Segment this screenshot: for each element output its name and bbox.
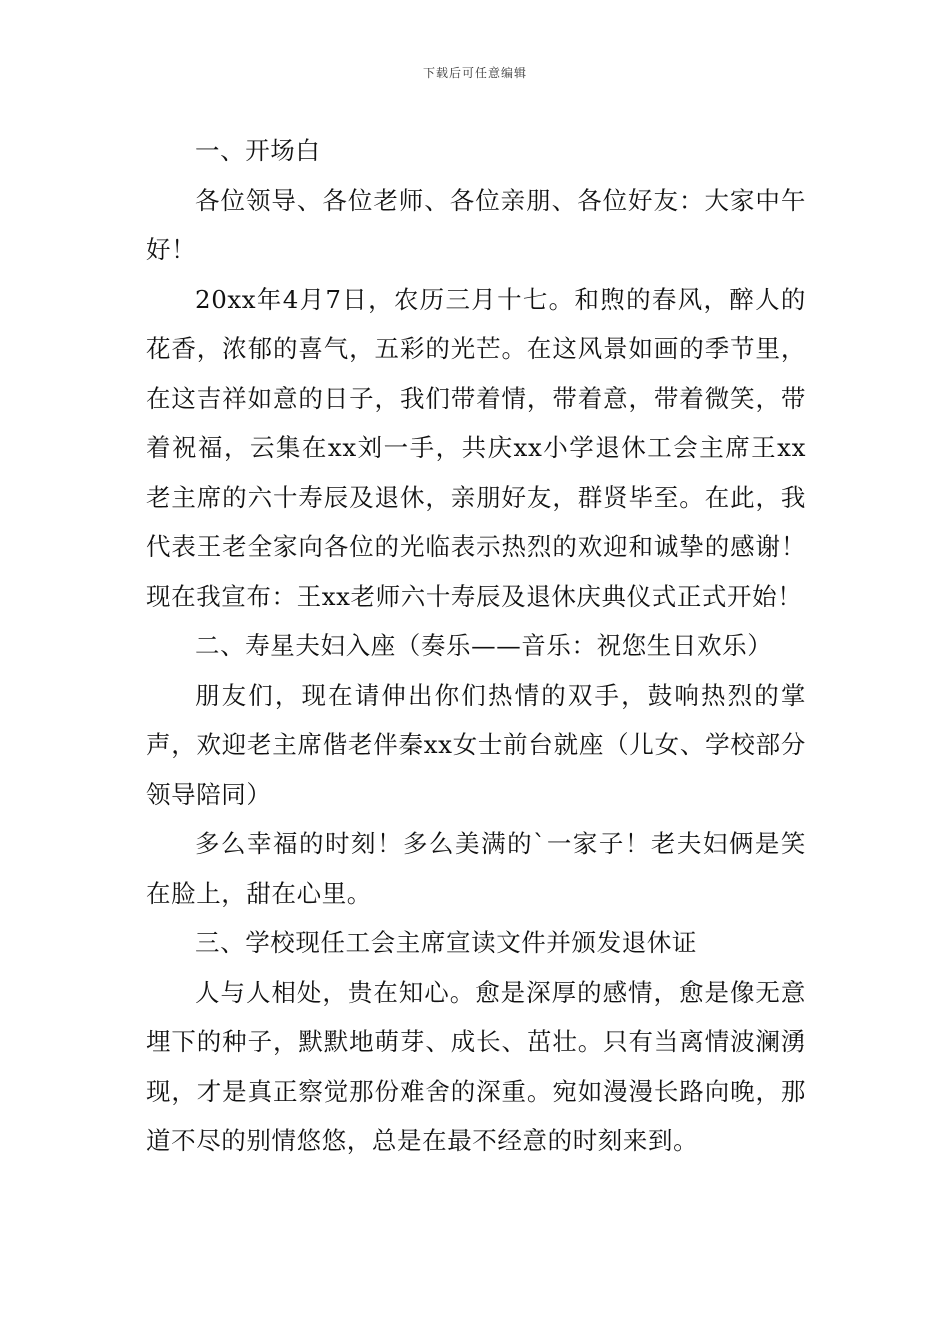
paragraph-farewell: 人与人相处，贵在知心。愈是深厚的感情，愈是像无意埋下的种子，默默地萌芽、成长、茁壮。只有当离情波澜湧现，才是真正察觉那份难舍的深重。宛如漫漫长路向晚，那道不尽的别情悠悠，总是在最不经意的时刻来到。 <box>146 977 806 1155</box>
paragraph-opening-speech: 20xx年4月7日，农历三月十七。和煦的春风，醉人的花香，浓郁的喜气，五彩的光芒。在这风景如画的季节里，在这吉祥如意的日子，我们带着情，带着意，带着微笑，带着祝福，云集在xx刘一手，共庆xx小学退休工会主席王xx老主席的六十寿辰及退休，亲朋好友，群贤毕至。在此，我代表王老全家向各位的光临表示热烈的欢迎和诚挚的感谢！现在我宣布：王xx老师六十寿辰及退休庆典仪式正式开始！ <box>146 284 806 611</box>
document-body <box>146 126 806 1166</box>
section-heading-seating: 二、寿星夫妇入座（奏乐——音乐：祝您生日欢乐） <box>195 631 773 660</box>
page-header: 下载后可任意编辑 <box>422 66 527 80</box>
section-heading-opening: 一、开场白 <box>195 136 321 165</box>
paragraph-happy-moment: 多么幸福的时刻！多么美满的`一家子！老夫妇俩是笑在脸上，甜在心里。 <box>146 829 806 908</box>
paragraph-greeting: 各位领导、各位老师、各位亲朋、各位好友：大家中午好！ <box>146 185 806 264</box>
section-heading-certificate: 三、学校现任工会主席宣读文件并颁发退休证 <box>195 928 697 957</box>
paragraph-welcome-couple: 朋友们，现在请伸出你们热情的双手，鼓响热烈的掌声，欢迎老主席偕老伴秦xx女士前台就座（儿女、学校部分领导陪同） <box>146 680 806 809</box>
